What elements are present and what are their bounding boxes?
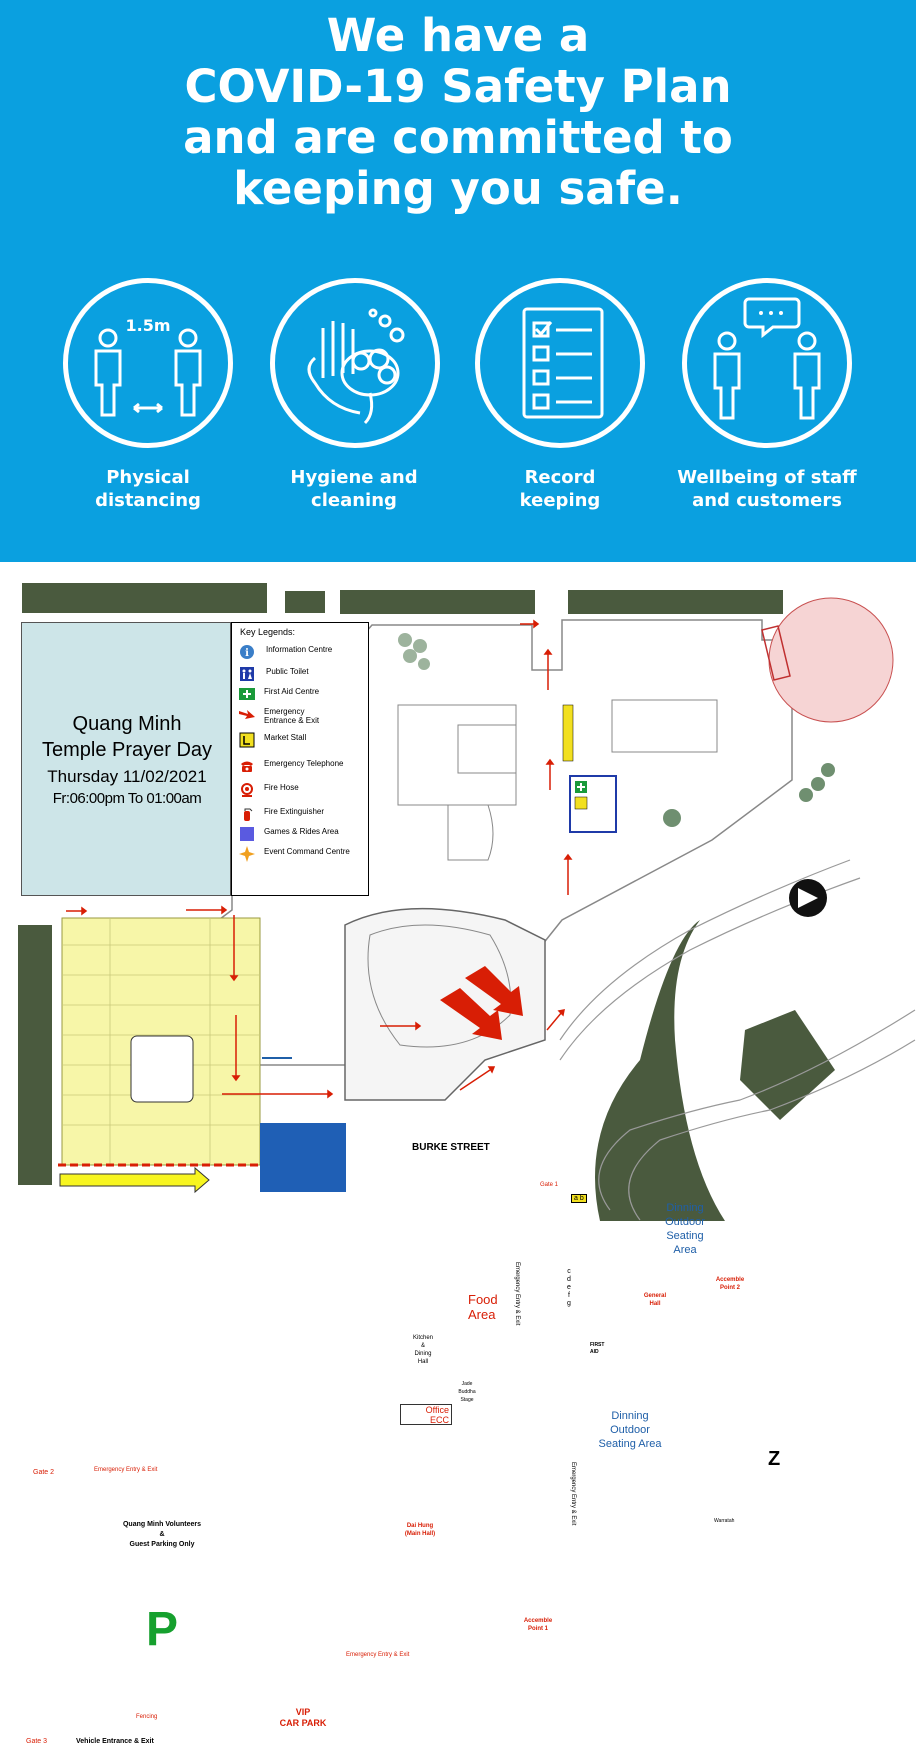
bottom-exit-label: Emergency Entry & Exit xyxy=(346,1652,410,1658)
market-stall-icon xyxy=(239,732,255,748)
legend-item: Public Toilet xyxy=(236,665,366,683)
kitchen-label: Kitchen & Dining Hall xyxy=(412,1335,433,1365)
general-hall-building xyxy=(612,700,717,752)
vertical-exit-label-1: Emergency Entry & Exit xyxy=(514,1262,520,1326)
green-area xyxy=(595,920,725,1221)
tree-cluster xyxy=(663,763,835,827)
dinning-outdoor-label-1: Dinning Outdoor Seating Area xyxy=(665,1202,705,1256)
stall-ab: a b xyxy=(571,1194,587,1203)
icon-label-line: cleaning xyxy=(311,490,397,511)
legend-item: Fire Extinguisher xyxy=(236,805,366,823)
legend-item: First Aid Centre xyxy=(236,685,366,703)
games-rides-icon xyxy=(239,826,255,842)
telephone-icon xyxy=(239,758,255,774)
legend-item: Event Command Centre xyxy=(236,845,366,863)
parking-sign-letter: P xyxy=(145,1603,178,1656)
assembly-point-2-label: Accemble Point 2 xyxy=(715,1277,745,1291)
icon-label-physical-distancing xyxy=(38,466,258,512)
street-name: BURKE STREET xyxy=(412,1142,490,1153)
north-marker-letter: Z xyxy=(768,1448,781,1470)
first-aid-icon xyxy=(239,686,255,702)
svg-text:i: i xyxy=(245,648,249,659)
warratah-label: Warratah xyxy=(714,1518,735,1524)
parking-label: Quang Minh Volunteers & Guest Parking Only xyxy=(122,1521,202,1548)
icon-label-line: Physical xyxy=(106,467,190,488)
vip-car-park-label: VIP CAR PARK xyxy=(279,1707,327,1728)
headline-line: COVID-19 Safety Plan xyxy=(184,60,732,113)
general-hall-label: General Hall xyxy=(643,1293,667,1307)
event-title-line2: Temple Prayer Day xyxy=(41,739,213,761)
emergency-arrow-icon xyxy=(239,706,255,722)
vehicle-entrance-arrow xyxy=(60,1168,209,1192)
wellbeing-icon xyxy=(682,278,852,448)
event-title-line1: Quang Minh xyxy=(72,713,182,735)
building-block xyxy=(22,583,267,613)
stall-letters: c d e f g xyxy=(567,1268,571,1307)
icon-label-line: Hygiene and xyxy=(290,467,418,488)
vehicle-entrance-label: Vehicle Entrance & Exit xyxy=(76,1738,154,1745)
restricted-area xyxy=(769,598,893,722)
vertical-exit-label-2: Emergency Entry & Exit xyxy=(570,1462,576,1526)
tree-cluster xyxy=(398,633,430,670)
legend-item: Fire Hose xyxy=(236,781,366,799)
headline-line: keeping you safe. xyxy=(233,162,683,215)
icon-label-line: Record xyxy=(524,467,596,488)
road-strip xyxy=(18,925,52,1185)
market-stall-column xyxy=(563,705,573,761)
buddha-stage-label: Jade Buddha Stage xyxy=(458,1381,476,1403)
physical-distancing-icon xyxy=(63,278,233,448)
legend-item: Market Stall xyxy=(236,731,366,749)
main-hall-label: Dai Hung (Main Hall) xyxy=(404,1523,436,1537)
gate-2-label: Gate 2 xyxy=(33,1469,55,1476)
legend-title: Key Legends: xyxy=(240,627,296,637)
distance-caption: 1.5m xyxy=(125,316,171,335)
icon-label-line: and customers xyxy=(692,490,842,511)
covid-banner xyxy=(0,0,916,562)
icon-label-wellbeing xyxy=(657,466,877,512)
legend-item: Emergency Telephone xyxy=(236,757,366,775)
information-icon xyxy=(239,644,255,660)
banner-headline xyxy=(0,10,916,214)
assembly-point-1-label: Accemble Point 1 xyxy=(523,1618,553,1632)
building-block xyxy=(285,591,325,613)
icon-label-hygiene xyxy=(244,466,464,512)
icon-label-record-keeping xyxy=(450,466,670,512)
office-ecc-label: Office ECC xyxy=(400,1404,452,1425)
legend-item: Emergency Entrance & Exit xyxy=(236,705,366,723)
gate-1-label: Gate 1 xyxy=(540,1182,559,1188)
fire-hose-icon xyxy=(239,782,255,798)
building-block xyxy=(568,590,783,614)
building-block xyxy=(340,590,535,614)
command-centre-icon xyxy=(239,846,255,862)
record-keeping-icon xyxy=(475,278,645,448)
icon-label-line: Wellbeing of staff xyxy=(677,467,857,488)
headline-line: and are committed to xyxy=(183,111,733,164)
fencing-label: Fencing xyxy=(136,1714,158,1720)
toilet-icon xyxy=(239,666,255,682)
event-time: Fr:06:00pm To 01:00am xyxy=(52,790,202,807)
parking-sign xyxy=(131,1036,193,1102)
icon-label-line: distancing xyxy=(95,490,201,511)
event-info-box xyxy=(21,622,231,896)
icon-label-line: keeping xyxy=(519,490,601,511)
headline-line: We have a xyxy=(326,9,590,62)
first-aid-label: FIRST AID xyxy=(590,1342,605,1355)
food-area-box xyxy=(458,725,516,773)
event-date: Thursday 11/02/2021 xyxy=(47,767,207,786)
map-legend xyxy=(231,622,369,896)
gate-2-exit-label: Emergency Entry & Exit xyxy=(94,1467,158,1473)
fire-extinguisher-icon xyxy=(239,806,255,822)
dinning-outdoor-label-2: Dinning Outdoor Seating Area xyxy=(598,1410,662,1450)
hygiene-cleaning-icon xyxy=(270,278,440,448)
sleeping-area-label: Sleeping Area xyxy=(759,1626,779,1639)
vip-car-park xyxy=(260,1123,346,1192)
gate-3-label: Gate 3 xyxy=(26,1738,48,1745)
legend-item: i Information Centre xyxy=(236,643,366,661)
legend-item: Games & Rides Area xyxy=(236,825,366,843)
food-area-label: Food Area xyxy=(468,1292,498,1322)
